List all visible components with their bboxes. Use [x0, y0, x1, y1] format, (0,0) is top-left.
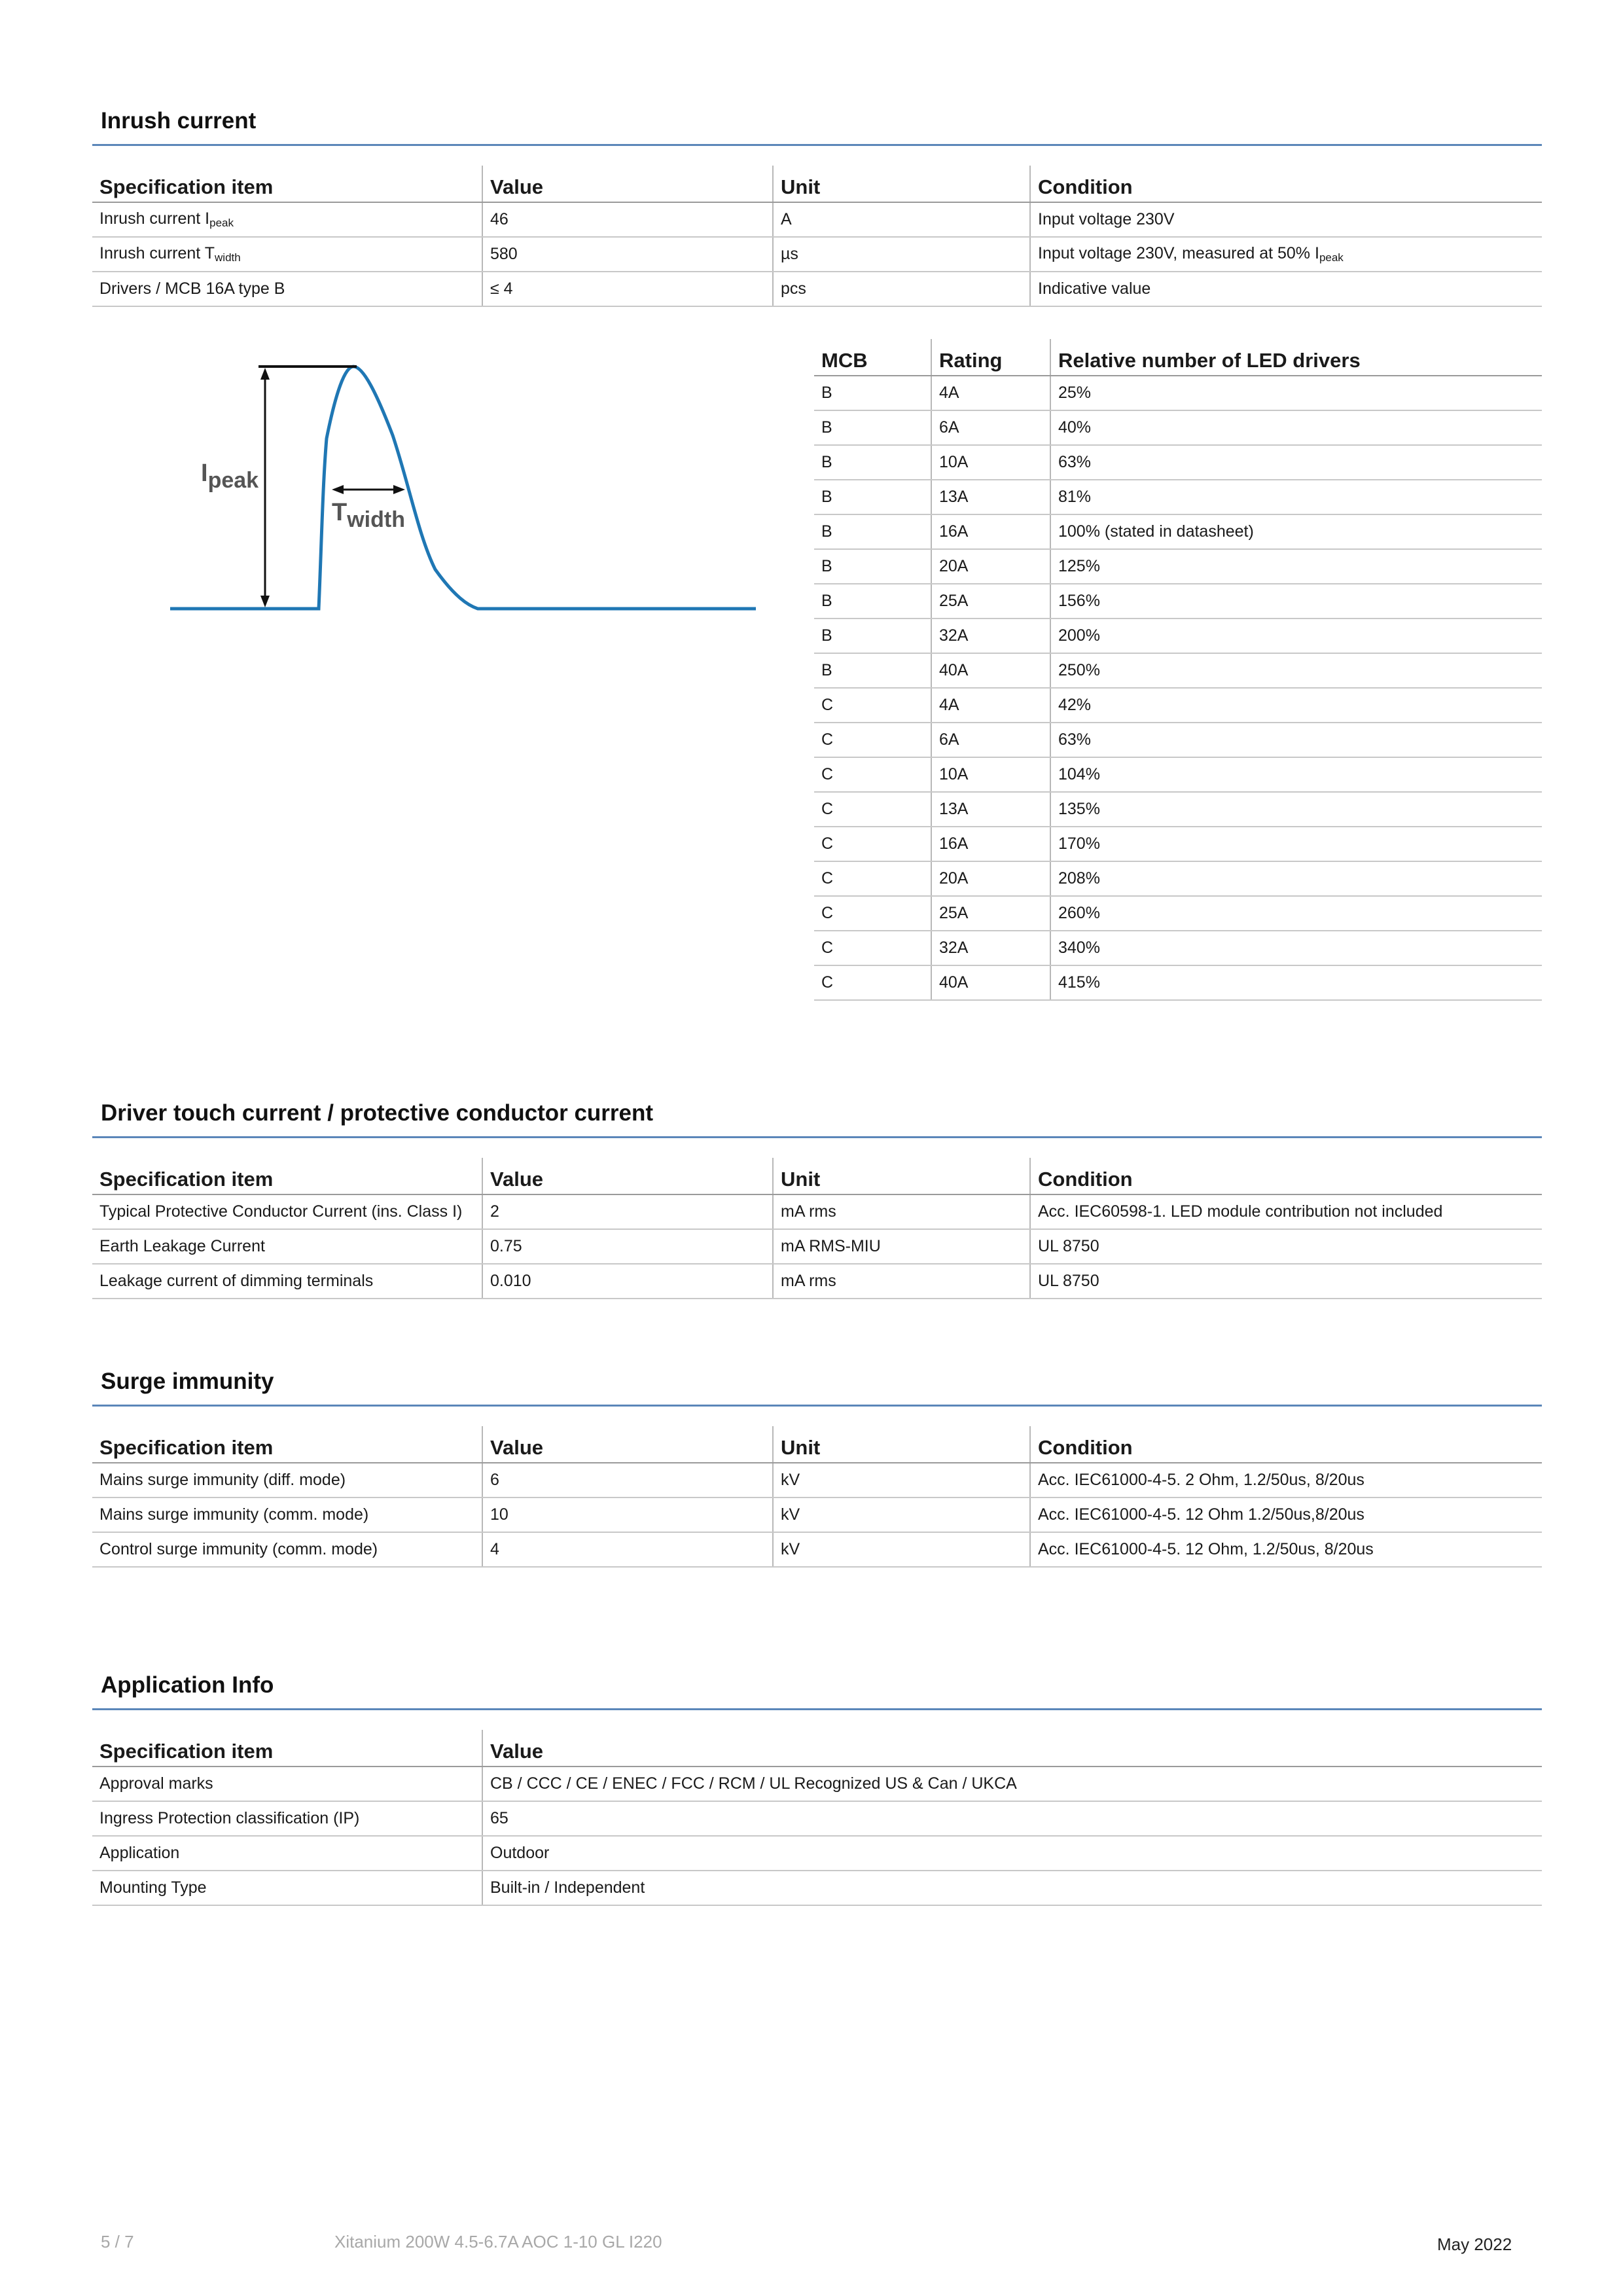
value: 0.010	[482, 1264, 773, 1299]
mcb-type: C	[814, 723, 931, 757]
mcb-rating: 10A	[931, 757, 1050, 792]
surge-title: Surge immunity	[92, 1359, 1542, 1407]
mcb-type: C	[814, 792, 931, 827]
value: 6	[482, 1463, 773, 1498]
peak-label: Ipeak	[201, 459, 259, 493]
value: Built-in / Independent	[482, 1871, 1542, 1905]
spec-item: Application	[92, 1836, 482, 1871]
mcb-type: C	[814, 861, 931, 896]
spec-item: Earth Leakage Current	[92, 1229, 482, 1264]
unit: kV	[773, 1532, 1030, 1567]
table-row	[92, 1194, 1542, 1229]
touch-current-title: Driver touch current / protective conductor current	[92, 1090, 1542, 1138]
table-row	[814, 931, 1542, 965]
table-row	[814, 653, 1542, 688]
header-condition: Condition	[1030, 1158, 1542, 1194]
table-row	[92, 1801, 1542, 1836]
table-row	[814, 827, 1542, 861]
mcb-rating: 6A	[931, 723, 1050, 757]
header-unit: Unit	[773, 166, 1030, 202]
mcb-header-row	[814, 339, 1542, 376]
footer-date: May 2022	[1437, 2234, 1512, 2254]
spec-item: Control surge immunity (comm. mode)	[92, 1532, 482, 1567]
table-row	[814, 410, 1542, 445]
surge-section	[92, 1359, 1542, 1568]
value: CB / CCC / CE / ENEC / FCC / RCM / UL Recognized US & Can / UKCA	[482, 1767, 1542, 1801]
mcb-type: B	[814, 410, 931, 445]
unit: pcs	[773, 272, 1030, 306]
condition: Indicative value	[1030, 272, 1542, 306]
mcb-rating: 16A	[931, 514, 1050, 549]
table-row	[814, 549, 1542, 584]
table-row	[92, 1229, 1542, 1264]
spec-item: Inrush current $T_{width}$	[92, 237, 482, 272]
mcb-type: B	[814, 584, 931, 619]
peak-arrow-up	[260, 368, 270, 380]
relative-number: 63%	[1050, 723, 1542, 757]
mcb-type: C	[814, 827, 931, 861]
table-row	[92, 1264, 1542, 1299]
header-spec-item: Specification item	[92, 166, 482, 202]
spec-item: Typical Protective Conductor Current (ins. Class I)	[92, 1194, 482, 1229]
width-arrow-left	[332, 485, 344, 494]
relative-number: 63%	[1050, 445, 1542, 480]
mcb-rating: 10A	[931, 445, 1050, 480]
mcb-rating: 25A	[931, 584, 1050, 619]
relative-number: 260%	[1050, 896, 1542, 931]
mcb-rating: 20A	[931, 861, 1050, 896]
mcb-type: C	[814, 688, 931, 723]
mcb-rating: 13A	[931, 480, 1050, 514]
inrush-section	[92, 98, 1542, 307]
relative-number: 340%	[1050, 931, 1542, 965]
relative-number: 81%	[1050, 480, 1542, 514]
relative-number: 104%	[1050, 757, 1542, 792]
mcb-rating: 4A	[931, 688, 1050, 723]
mcb-rating: 13A	[931, 792, 1050, 827]
relative-number: 208%	[1050, 861, 1542, 896]
mcb-type: B	[814, 514, 931, 549]
application-section	[92, 1662, 1542, 1906]
header-spec-item: Specification item	[92, 1158, 482, 1194]
spec-item: Mounting Type	[92, 1871, 482, 1905]
spec-item: Leakage current of dimming terminals	[92, 1264, 482, 1299]
mcb-rating: 16A	[931, 827, 1050, 861]
application-title: Application Info	[92, 1662, 1542, 1710]
spec-item: Mains surge immunity (comm. mode)	[92, 1498, 482, 1532]
surge-header-row	[92, 1426, 1542, 1463]
relative-number: 200%	[1050, 619, 1542, 653]
inrush-waveform-diagram	[167, 353, 756, 628]
table-row	[814, 514, 1542, 549]
mcb-rating: 20A	[931, 549, 1050, 584]
mcb-rating: 40A	[931, 653, 1050, 688]
mcb-rating: 32A	[931, 931, 1050, 965]
value: 2	[482, 1194, 773, 1229]
application-table	[92, 1730, 1542, 1906]
table-row	[92, 272, 1542, 306]
condition: Acc. IEC61000-4-5. 12 Ohm, 1.2/50us, 8/20us	[1030, 1532, 1542, 1567]
condition: Input voltage 230V	[1030, 202, 1542, 237]
inrush-title: Inrush current	[92, 98, 1542, 146]
condition: Acc. IEC61000-4-5. 12 Ohm 1.2/50us,8/20us	[1030, 1498, 1542, 1532]
mcb-type: B	[814, 445, 931, 480]
relative-number: 135%	[1050, 792, 1542, 827]
spec-item: Inrush current $I_{peak}$	[92, 202, 482, 237]
footer-product-name: Xitanium 200W 4.5-6.7A AOC 1-10 GL I220	[334, 2232, 662, 2251]
unit: µs	[773, 237, 1030, 272]
mcb-table-container	[814, 339, 1542, 1001]
header-value: Value	[482, 1158, 773, 1194]
table-row	[814, 480, 1542, 514]
mcb-rating: 32A	[931, 619, 1050, 653]
header-rating: Rating	[931, 339, 1050, 376]
application-header-row	[92, 1730, 1542, 1767]
table-row	[814, 757, 1542, 792]
value: 4	[482, 1532, 773, 1567]
mcb-rating: 40A	[931, 965, 1050, 1000]
table-row	[814, 619, 1542, 653]
table-row	[92, 1532, 1542, 1567]
condition: Acc. IEC61000-4-5. 2 Ohm, 1.2/50us, 8/20us	[1030, 1463, 1542, 1498]
header-value: Value	[482, 1730, 1542, 1767]
header-spec-item: Specification item	[92, 1426, 482, 1463]
unit: mA rms	[773, 1264, 1030, 1299]
table-row	[814, 584, 1542, 619]
relative-number: 40%	[1050, 410, 1542, 445]
header-spec-item: Specification item	[92, 1730, 482, 1767]
header-unit: Unit	[773, 1426, 1030, 1463]
header-relative-number: Relative number of LED drivers	[1050, 339, 1542, 376]
touch-current-table	[92, 1158, 1542, 1299]
value: 65	[482, 1801, 1542, 1836]
table-row	[814, 445, 1542, 480]
value: ≤ 4	[482, 272, 773, 306]
table-row	[92, 237, 1542, 272]
table-row	[92, 1767, 1542, 1801]
table-row	[814, 861, 1542, 896]
header-condition: Condition	[1030, 166, 1542, 202]
touch-header-row	[92, 1158, 1542, 1194]
spec-item: Ingress Protection classification (IP)	[92, 1801, 482, 1836]
mcb-type: C	[814, 931, 931, 965]
unit: mA rms	[773, 1194, 1030, 1229]
mcb-rating: 6A	[931, 410, 1050, 445]
condition: Acc. IEC60598-1. LED module contribution not included	[1030, 1194, 1542, 1229]
relative-number: 170%	[1050, 827, 1542, 861]
unit: mA RMS-MIU	[773, 1229, 1030, 1264]
spec-item: Drivers / MCB 16A type B	[92, 272, 482, 306]
relative-number: 125%	[1050, 549, 1542, 584]
table-row	[92, 1871, 1542, 1905]
header-unit: Unit	[773, 1158, 1030, 1194]
header-condition: Condition	[1030, 1426, 1542, 1463]
condition: Input voltage 230V, measured at 50% $I_{peak}$	[1030, 237, 1542, 272]
inrush-header-row	[92, 166, 1542, 202]
mcb-type: B	[814, 480, 931, 514]
spec-item: Approval marks	[92, 1767, 482, 1801]
unit: kV	[773, 1498, 1030, 1532]
mcb-type: C	[814, 896, 931, 931]
relative-number: 100% (stated in datasheet)	[1050, 514, 1542, 549]
mcb-type: B	[814, 376, 931, 410]
inrush-table	[92, 166, 1542, 307]
width-arrow-right	[393, 485, 405, 494]
table-row	[814, 376, 1542, 410]
table-row	[92, 1498, 1542, 1532]
mcb-type: C	[814, 965, 931, 1000]
mcb-table	[814, 339, 1542, 1001]
header-value: Value	[482, 166, 773, 202]
condition: UL 8750	[1030, 1229, 1542, 1264]
relative-number: 415%	[1050, 965, 1542, 1000]
peak-arrow-down	[260, 596, 270, 607]
table-row	[814, 792, 1542, 827]
value: 580	[482, 237, 773, 272]
spec-item: Mains surge immunity (diff. mode)	[92, 1463, 482, 1498]
value: 0.75	[482, 1229, 773, 1264]
table-row	[814, 896, 1542, 931]
table-row	[92, 1463, 1542, 1498]
value: 46	[482, 202, 773, 237]
unit: A	[773, 202, 1030, 237]
table-row	[92, 202, 1542, 237]
mcb-type: B	[814, 653, 931, 688]
width-label: Twidth	[332, 499, 405, 532]
header-mcb: MCB	[814, 339, 931, 376]
footer-page-number: 5 / 7	[101, 2232, 134, 2251]
mcb-rating: 4A	[931, 376, 1050, 410]
header-value: Value	[482, 1426, 773, 1463]
condition: UL 8750	[1030, 1264, 1542, 1299]
relative-number: 156%	[1050, 584, 1542, 619]
touch-current-section	[92, 1090, 1542, 1299]
mcb-type: B	[814, 619, 931, 653]
mcb-type: B	[814, 549, 931, 584]
value: Outdoor	[482, 1836, 1542, 1871]
table-row	[92, 1836, 1542, 1871]
table-row	[814, 965, 1542, 1000]
unit: kV	[773, 1463, 1030, 1498]
mcb-type: C	[814, 757, 931, 792]
table-row	[814, 688, 1542, 723]
table-row	[814, 723, 1542, 757]
relative-number: 250%	[1050, 653, 1542, 688]
mcb-rating: 25A	[931, 896, 1050, 931]
value: 10	[482, 1498, 773, 1532]
relative-number: 25%	[1050, 376, 1542, 410]
relative-number: 42%	[1050, 688, 1542, 723]
surge-table	[92, 1426, 1542, 1568]
